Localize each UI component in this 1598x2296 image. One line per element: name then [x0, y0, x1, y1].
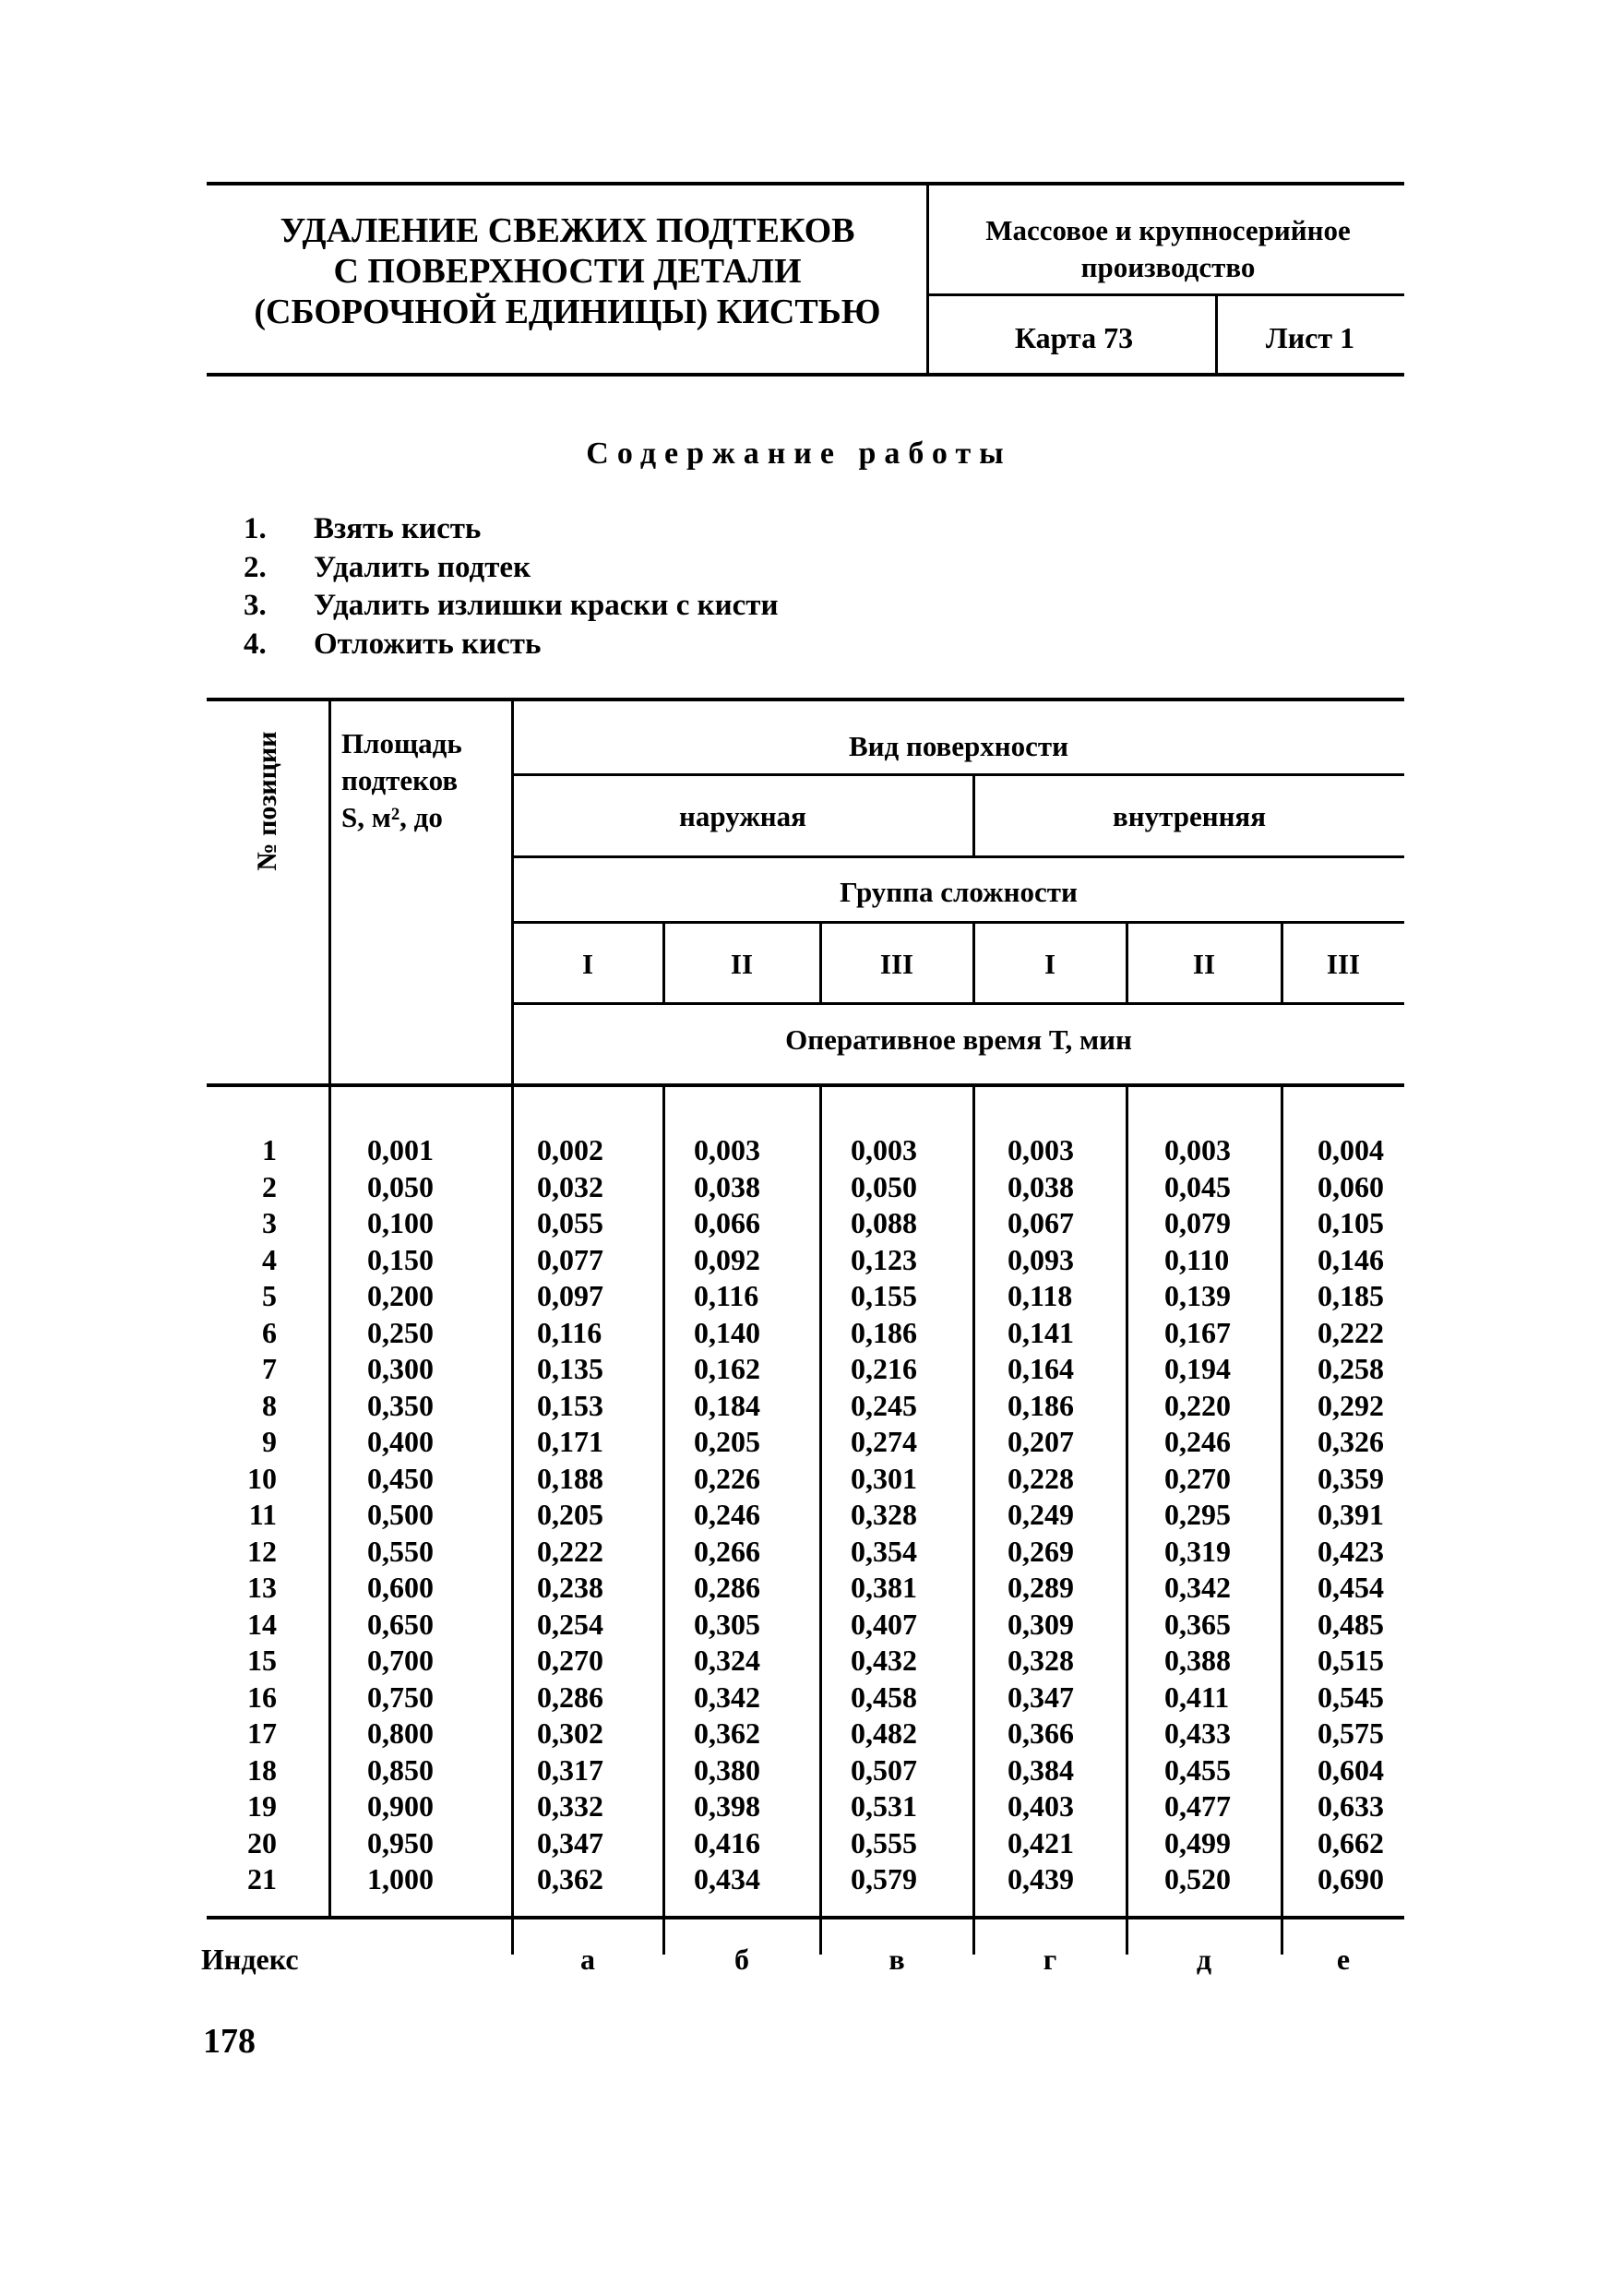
production-line-1: Массовое и крупносерийное	[985, 214, 1351, 246]
table-cell-area: 0,250	[367, 1315, 434, 1349]
table-cell-time: 0,045	[1164, 1169, 1231, 1203]
table-cell-time: 0,499	[1164, 1825, 1231, 1860]
table-header-rule-3	[513, 921, 1404, 924]
group-header: II	[730, 948, 754, 980]
document-title	[209, 185, 926, 378]
table-cell-time: 0,555	[851, 1825, 917, 1860]
table-cell-time: 0,194	[1164, 1352, 1231, 1385]
table-cell-time: 0,455	[1164, 1752, 1231, 1787]
table-cell-time: 0,097	[537, 1279, 603, 1312]
table-cell-time: 0,003	[1008, 1133, 1074, 1166]
table-cell-time: 0,222	[1318, 1315, 1384, 1349]
sheet-number: Лист 1	[1265, 321, 1355, 354]
table-cell-time: 0,690	[1318, 1862, 1384, 1895]
table-cell-time: 0,205	[694, 1425, 760, 1458]
col-divider-pos	[328, 698, 331, 1918]
title-line-1: УДАЛЕНИЕ СВЕЖИХ ПОДТЕКОВ	[280, 211, 855, 250]
table-cell-time: 0,116	[537, 1315, 602, 1349]
table-cell-time: 0,411	[1164, 1680, 1230, 1714]
time-column-inner-I	[1008, 1132, 1122, 1898]
table-top-rule	[207, 698, 1404, 701]
table-cell-time: 0,066	[694, 1206, 760, 1239]
table-cell-time: 0,342	[694, 1680, 760, 1714]
table-cell-position: 11	[248, 1498, 277, 1531]
work-steps-list	[244, 510, 779, 664]
table-cell-position: 16	[247, 1680, 277, 1714]
table-cell-area: 0,700	[367, 1644, 434, 1677]
position-column-header: № позиции	[252, 731, 282, 871]
table-cell-time: 0,507	[851, 1752, 917, 1787]
group-header: III	[1326, 948, 1361, 980]
table-cell-time: 0,328	[1008, 1644, 1074, 1677]
card-number: Карта 73	[1014, 321, 1134, 354]
time-column-inner-II	[1164, 1132, 1279, 1898]
table-cell-time: 0,146	[1318, 1242, 1384, 1276]
table-cell-time: 0,295	[1164, 1498, 1231, 1531]
table-cell-time: 0,118	[1008, 1279, 1073, 1312]
table-cell-time: 0,342	[1164, 1571, 1231, 1604]
table-cell-area: 0,200	[367, 1279, 434, 1312]
table-cell-time: 0,531	[851, 1789, 917, 1823]
table-cell-time: 0,347	[1008, 1680, 1074, 1714]
table-cell-position: 6	[262, 1315, 277, 1349]
table-cell-area: 0,350	[367, 1388, 434, 1422]
table-cell-time: 0,423	[1318, 1534, 1384, 1568]
table-cell-time: 0,216	[851, 1352, 917, 1385]
index-letter: д	[1196, 1943, 1212, 1976]
index-letter: в	[888, 1943, 905, 1976]
table-cell-time: 0,407	[851, 1607, 917, 1641]
table-cell-time: 0,354	[851, 1534, 917, 1568]
table-cell-time: 0,482	[851, 1716, 917, 1750]
table-cell-position: 8	[262, 1388, 277, 1422]
body-divider-3	[972, 1083, 975, 1918]
index-label: Индекс	[201, 1943, 299, 1976]
table-cell-time: 0,123	[851, 1242, 917, 1276]
table-header-rule-2	[513, 855, 1404, 858]
area-column	[367, 1132, 496, 1898]
table-cell-time: 0,258	[1318, 1352, 1384, 1385]
table-cell-position: 4	[262, 1242, 277, 1276]
index-letter: е	[1336, 1943, 1351, 1976]
group-header: I	[581, 948, 594, 980]
table-cell-time: 0,116	[694, 1279, 759, 1312]
table-cell-time: 0,245	[851, 1388, 917, 1422]
table-cell-time: 0,317	[537, 1752, 603, 1787]
table-cell-time: 0,398	[694, 1789, 760, 1823]
table-cell-time: 0,328	[851, 1498, 917, 1531]
table-cell-area: 0,001	[367, 1133, 434, 1166]
work-step: 4. Отложить кисть	[244, 627, 542, 661]
table-cell-area: 0,550	[367, 1534, 434, 1568]
table-cell-area: 0,150	[367, 1242, 434, 1276]
table-cell-time: 0,286	[537, 1680, 603, 1714]
table-cell-area: 0,750	[367, 1680, 434, 1714]
table-cell-time: 0,032	[537, 1169, 603, 1203]
page-number: 178	[203, 2022, 256, 2061]
table-cell-time: 0,003	[1164, 1133, 1231, 1166]
table-cell-area: 0,850	[367, 1752, 434, 1787]
table-cell-time: 0,207	[1008, 1425, 1074, 1458]
table-cell-area: 0,650	[367, 1607, 434, 1641]
table-cell-time: 0,205	[537, 1498, 603, 1531]
table-cell-time: 0,270	[1164, 1461, 1231, 1495]
table-cell-time: 0,332	[537, 1789, 603, 1823]
table-cell-time: 0,520	[1164, 1862, 1231, 1895]
table-cell-time: 0,055	[537, 1206, 603, 1239]
production-type	[934, 212, 1402, 286]
table-cell-time: 0,038	[1008, 1169, 1074, 1203]
table-cell-time: 0,141	[1008, 1315, 1074, 1349]
table-cell-position: 2	[262, 1169, 277, 1203]
table-cell-time: 0,088	[851, 1206, 917, 1239]
body-divider-1	[662, 1083, 665, 1918]
table-cell-area: 0,100	[367, 1206, 434, 1239]
table-cell-time: 0,416	[694, 1825, 760, 1860]
table-cell-time: 0,384	[1008, 1752, 1074, 1787]
table-header-bottom-rule	[207, 1083, 1404, 1087]
table-cell-position: 19	[247, 1789, 277, 1823]
table-cell-time: 0,270	[537, 1644, 603, 1677]
table-cell-position: 9	[262, 1425, 277, 1458]
table-cell-position: 5	[262, 1279, 277, 1312]
work-step: 2. Удалить подтек	[244, 550, 531, 584]
table-cell-time: 0,362	[537, 1862, 603, 1895]
table-cell-time: 0,162	[694, 1352, 760, 1385]
table-cell-time: 0,246	[1164, 1425, 1231, 1458]
table-cell-time: 0,254	[537, 1607, 603, 1641]
table-cell-area: 0,050	[367, 1169, 434, 1203]
table-cell-time: 0,289	[1008, 1571, 1074, 1604]
table-cell-time: 0,433	[1164, 1716, 1231, 1750]
table-header-rule-4	[513, 1002, 1404, 1005]
table-cell-time: 0,421	[1008, 1825, 1074, 1860]
table-cell-time: 0,105	[1318, 1206, 1384, 1239]
table-cell-time: 0,366	[1008, 1716, 1074, 1750]
table-cell-time: 0,403	[1008, 1789, 1074, 1823]
table-cell-time: 0,050	[851, 1169, 917, 1203]
operating-time-header: Оперативное время Т, мин	[785, 1023, 1132, 1056]
table-cell-time: 0,454	[1318, 1571, 1384, 1604]
position-column	[231, 1132, 277, 1898]
table-cell-time: 0,286	[694, 1571, 760, 1604]
table-cell-time: 0,222	[537, 1534, 603, 1568]
table-cell-time: 0,155	[851, 1279, 917, 1312]
table-cell-position: 17	[247, 1716, 277, 1750]
table-cell-time: 0,292	[1318, 1388, 1384, 1422]
table-cell-position: 21	[247, 1862, 277, 1895]
table-cell-position: 12	[247, 1534, 277, 1568]
table-cell-time: 0,153	[537, 1388, 603, 1422]
table-cell-position: 20	[247, 1825, 277, 1860]
table-cell-time: 0,324	[694, 1644, 760, 1677]
table-cell-area: 0,900	[367, 1789, 434, 1823]
table-cell-time: 0,092	[694, 1242, 760, 1276]
body-divider-2	[819, 1083, 822, 1918]
table-cell-time: 0,545	[1318, 1680, 1384, 1714]
table-cell-time: 0,309	[1008, 1607, 1074, 1641]
table-cell-area: 0,400	[367, 1425, 434, 1458]
table-cell-time: 0,579	[851, 1862, 917, 1895]
table-cell-position: 13	[247, 1571, 277, 1604]
time-column-outer-III	[851, 1132, 971, 1898]
table-cell-position: 18	[247, 1752, 277, 1787]
table-cell-time: 0,003	[694, 1133, 760, 1166]
inner-surface-header: внутренняя	[1113, 800, 1266, 832]
complexity-group-header: Группа сложности	[840, 876, 1078, 908]
table-cell-time: 0,302	[537, 1716, 603, 1750]
table-cell-area: 1,000	[367, 1862, 434, 1895]
table-cell-time: 0,228	[1008, 1461, 1074, 1495]
header-divider	[926, 182, 929, 377]
surface-type-header: Вид поверхности	[848, 730, 1068, 762]
time-column-outer-II	[694, 1132, 814, 1898]
table-cell-area: 0,800	[367, 1716, 434, 1750]
table-cell-time: 0,266	[694, 1534, 760, 1568]
table-cell-time: 0,439	[1008, 1862, 1074, 1895]
time-column-inner-III	[1318, 1132, 1401, 1898]
table-cell-time: 0,381	[851, 1571, 917, 1604]
table-cell-time: 0,388	[1164, 1644, 1231, 1677]
table-cell-time: 0,434	[694, 1862, 760, 1895]
table-cell-time: 0,515	[1318, 1644, 1384, 1677]
table-cell-time: 0,458	[851, 1680, 917, 1714]
group-header: II	[1192, 948, 1216, 980]
area-column-header: Площадь подтеков S, м², до	[341, 727, 462, 833]
table-cell-time: 0,171	[537, 1425, 603, 1458]
table-cell-time: 0,079	[1164, 1206, 1231, 1239]
table-cell-time: 0,249	[1008, 1498, 1074, 1531]
title-line-2: С ПОВЕРХНОСТИ ДЕТАЛИ	[333, 252, 802, 291]
table-cell-position: 14	[247, 1607, 277, 1641]
table-cell-time: 0,093	[1008, 1242, 1074, 1276]
table-cell-time: 0,246	[694, 1498, 760, 1531]
time-column-outer-I	[537, 1132, 657, 1898]
table-cell-area: 0,600	[367, 1571, 434, 1604]
table-cell-position: 15	[247, 1644, 277, 1677]
table-cell-time: 0,359	[1318, 1461, 1384, 1495]
table-cell-area: 0,500	[367, 1498, 434, 1531]
group-header: I	[1043, 948, 1056, 980]
header-card-rule	[926, 293, 1404, 296]
table-body-bottom-rule	[207, 1916, 1404, 1919]
table-cell-time: 0,164	[1008, 1352, 1074, 1385]
work-content-heading: Содержание работы	[586, 436, 1012, 471]
table-cell-position: 1	[262, 1133, 277, 1166]
table-cell-time: 0,575	[1318, 1716, 1384, 1750]
index-letter: а	[580, 1943, 595, 1976]
table-cell-time: 0,226	[694, 1461, 760, 1495]
production-line-2: производство	[1080, 251, 1256, 283]
table-cell-time: 0,038	[694, 1169, 760, 1203]
title-line-3: (СБОРОЧНОЙ ЕДИНИЦЫ) КИСТЬЮ	[254, 293, 881, 331]
table-cell-time: 0,185	[1318, 1279, 1384, 1312]
table-cell-time: 0,319	[1164, 1534, 1231, 1568]
table-cell-time: 0,067	[1008, 1206, 1074, 1239]
table-cell-time: 0,186	[851, 1315, 917, 1349]
table-cell-time: 0,362	[694, 1716, 760, 1750]
table-cell-time: 0,380	[694, 1752, 760, 1787]
table-cell-time: 0,269	[1008, 1534, 1074, 1568]
table-cell-time: 0,188	[537, 1461, 603, 1495]
table-cell-area: 0,450	[367, 1461, 434, 1495]
table-cell-area: 0,950	[367, 1825, 434, 1860]
table-cell-time: 0,305	[694, 1607, 760, 1641]
body-divider-4	[1126, 1083, 1128, 1918]
table-cell-time: 0,139	[1164, 1279, 1231, 1312]
table-cell-area: 0,300	[367, 1352, 434, 1385]
table-cell-time: 0,274	[851, 1425, 917, 1458]
index-letter: г	[1043, 1943, 1057, 1976]
table-cell-time: 0,140	[694, 1315, 760, 1349]
table-cell-time: 0,167	[1164, 1315, 1231, 1349]
table-cell-time: 0,633	[1318, 1789, 1384, 1823]
table-cell-time: 0,347	[537, 1825, 603, 1860]
table-cell-time: 0,186	[1008, 1388, 1074, 1422]
table-cell-time: 0,184	[694, 1388, 760, 1422]
table-cell-time: 0,003	[851, 1133, 917, 1166]
table-cell-time: 0,238	[537, 1571, 603, 1604]
table-cell-time: 0,432	[851, 1644, 917, 1677]
group-header: III	[879, 948, 914, 980]
table-cell-position: 7	[262, 1352, 277, 1385]
table-cell-time: 0,662	[1318, 1825, 1384, 1860]
table-cell-time: 0,060	[1318, 1169, 1384, 1203]
table-cell-position: 10	[247, 1461, 277, 1495]
table-cell-time: 0,485	[1318, 1607, 1384, 1641]
table-cell-time: 0,391	[1318, 1498, 1384, 1531]
table-cell-time: 0,365	[1164, 1607, 1231, 1641]
table-cell-time: 0,077	[537, 1242, 603, 1276]
work-step: 3. Удалить излишки краски с кисти	[244, 589, 779, 622]
index-letter: б	[734, 1943, 749, 1976]
table-cell-time: 0,301	[851, 1461, 917, 1495]
table-header-rule-1	[513, 773, 1404, 776]
outer-surface-header: наружная	[679, 800, 806, 832]
table-cell-time: 0,326	[1318, 1425, 1384, 1458]
table-cell-position: 3	[262, 1206, 277, 1239]
table-cell-time: 0,604	[1318, 1752, 1384, 1787]
table-cell-time: 0,002	[537, 1133, 603, 1166]
body-divider-5	[1281, 1083, 1283, 1918]
table-cell-time: 0,110	[1164, 1242, 1230, 1276]
work-step: 1. Взять кисть	[244, 512, 482, 545]
table-cell-time: 0,477	[1164, 1789, 1231, 1823]
table-cell-time: 0,135	[537, 1352, 603, 1385]
table-cell-time: 0,004	[1318, 1133, 1384, 1166]
table-cell-time: 0,220	[1164, 1388, 1231, 1422]
